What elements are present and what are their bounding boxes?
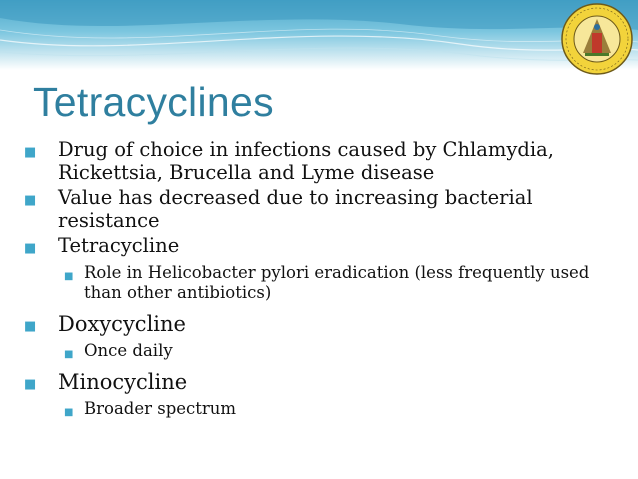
- square-bullet-icon: ■: [24, 319, 37, 334]
- bullet-text: Tetracycline: [58, 234, 180, 257]
- square-bullet-icon: ■: [24, 377, 37, 392]
- square-bullet-icon: ■: [64, 349, 74, 360]
- square-bullet-icon: ■: [24, 193, 37, 208]
- slide-title: Tetracyclines: [33, 79, 274, 125]
- bullet-list: [22, 138, 622, 427]
- bullet-item: [22, 369, 622, 395]
- wave-decoration: [0, 0, 638, 70]
- bullet-text: Minocycline: [58, 370, 188, 394]
- sub-bullet-text: Broader spectrum: [84, 399, 237, 418]
- sub-bullet-item: [22, 263, 622, 303]
- bullet-text: Value has decreased due to increasing bacterial resistance: [58, 186, 533, 232]
- sub-bullet-item: [22, 399, 622, 419]
- bullet-text: Drug of choice in infections caused by Chlamydia, Rickettsia, Brucella and Lyme disease: [58, 138, 554, 184]
- bullet-item: [22, 138, 622, 184]
- university-seal-icon: [561, 3, 633, 75]
- header-wave-banner: [0, 0, 638, 70]
- sub-bullet-text: Once daily: [84, 341, 173, 360]
- square-bullet-icon: ■: [64, 407, 74, 418]
- bullet-text: Doxycycline: [58, 312, 186, 336]
- square-bullet-icon: ■: [24, 145, 37, 160]
- bullet-item: [22, 186, 622, 232]
- square-bullet-icon: ■: [64, 271, 74, 282]
- sub-bullet-text: Role in Helicobacter pylori eradication (less frequently used than other antibiotics): [84, 263, 590, 302]
- square-bullet-icon: ■: [24, 241, 37, 256]
- bullet-item: [22, 311, 622, 337]
- sub-bullet-item: [22, 341, 622, 361]
- bullet-item: [22, 234, 622, 257]
